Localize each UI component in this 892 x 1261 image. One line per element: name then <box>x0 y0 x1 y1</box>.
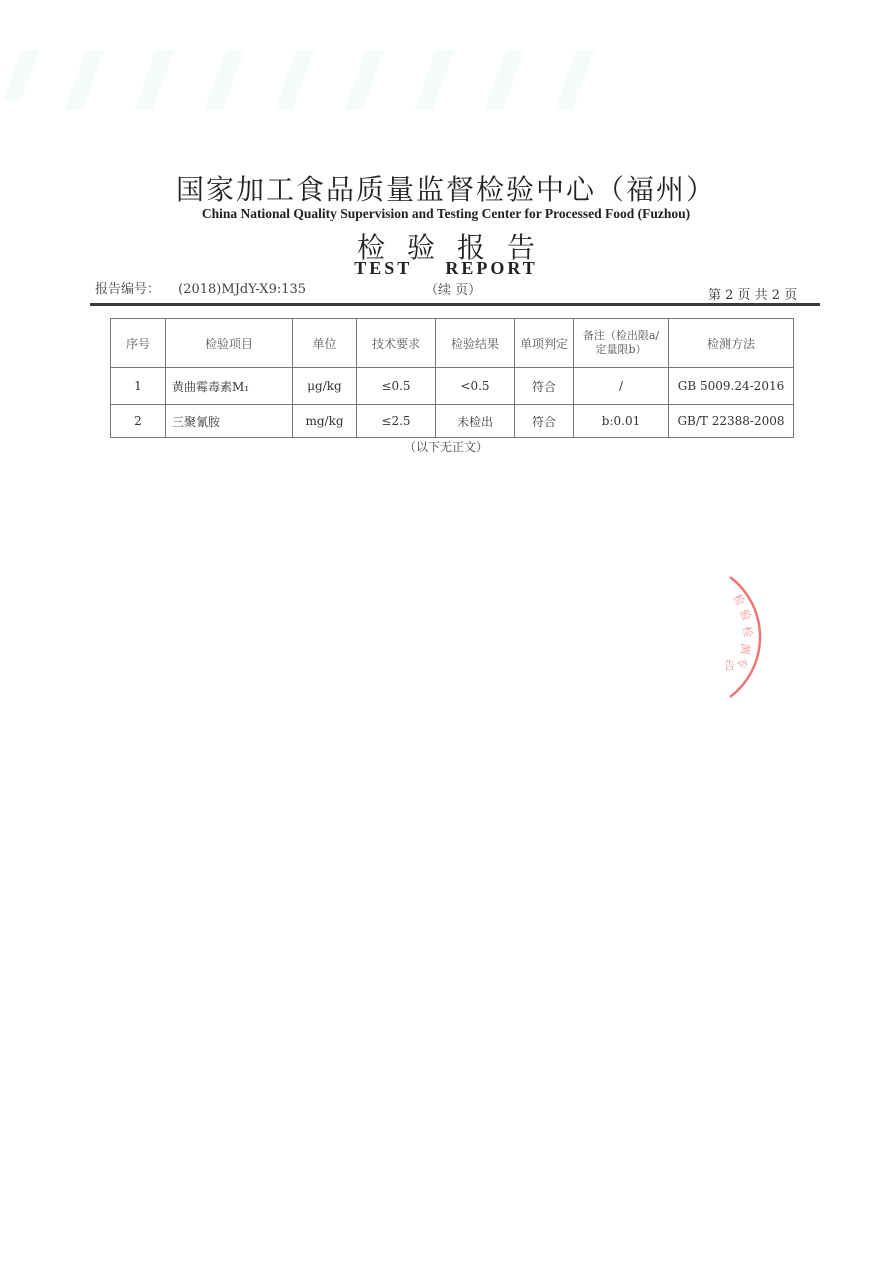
page-info: 第 2 页 共 2 页 <box>708 288 798 303</box>
cell-unit: mg/kg <box>293 405 357 438</box>
cell-remark: b:0.01 <box>574 405 669 438</box>
cell-unit: μg/kg <box>293 368 357 405</box>
col-header-item: 检验项目 <box>166 319 293 368</box>
col-header-result: 检验结果 <box>436 319 515 368</box>
cell-requirement: ≤0.5 <box>357 368 436 405</box>
col-header-method: 检测方法 <box>669 319 794 368</box>
header-divider <box>90 303 820 306</box>
cell-judgement: 符合 <box>515 405 574 438</box>
col-header-requirement: 技术要求 <box>357 319 436 368</box>
cell-item: 三聚氰胺 <box>166 405 293 438</box>
report-number-value: (2018)MJdY-X9:135 <box>178 282 307 297</box>
official-seal-stamp <box>690 565 790 710</box>
svg-text:告: 告 <box>724 659 735 672</box>
org-name-en: China National Quality Supervision and Testing Center for Processed Food (Fuzhou) <box>201 206 691 221</box>
cell-no: 2 <box>111 405 166 438</box>
svg-text:检: 检 <box>730 592 748 609</box>
cell-method: GB 5009.24-2016 <box>669 368 794 405</box>
svg-text:测: 测 <box>738 642 752 655</box>
cell-requirement: ≤2.5 <box>357 405 436 438</box>
col-header-remark: 备注（检出限a/定量限b） <box>574 319 669 368</box>
cell-remark: / <box>574 368 669 405</box>
col-header-no: 序号 <box>111 319 166 368</box>
table-row <box>111 405 794 438</box>
cell-method: GB/T 22388-2008 <box>669 405 794 438</box>
table-header-row <box>111 319 794 368</box>
col-header-judgement: 单项判定 <box>515 319 574 368</box>
doc-title-en: TEST REPORT <box>354 258 538 278</box>
svg-text:专: 专 <box>734 656 750 671</box>
continuation-label: （续 页） <box>425 283 482 298</box>
background-watermark <box>0 40 892 170</box>
cell-judgement: 符合 <box>515 368 574 405</box>
svg-text:验: 验 <box>737 607 754 623</box>
end-of-text-note: （以下无正文） <box>403 440 488 454</box>
cell-result: <0.5 <box>436 368 515 405</box>
cell-item: 黄曲霉毒素M₁ <box>166 368 293 405</box>
cell-result: 未检出 <box>436 405 515 438</box>
doc-title-cn: 检验报告 <box>356 231 557 264</box>
svg-text:检: 检 <box>740 625 755 639</box>
table-row <box>111 368 794 405</box>
cell-no: 1 <box>111 368 166 405</box>
report-number <box>95 278 306 297</box>
col-header-unit: 单位 <box>293 319 357 368</box>
results-table <box>110 318 794 438</box>
org-name-cn: 国家加工食品质量监督检验中心（福州） <box>175 173 716 206</box>
report-number-label: 报告编号： <box>95 282 161 297</box>
